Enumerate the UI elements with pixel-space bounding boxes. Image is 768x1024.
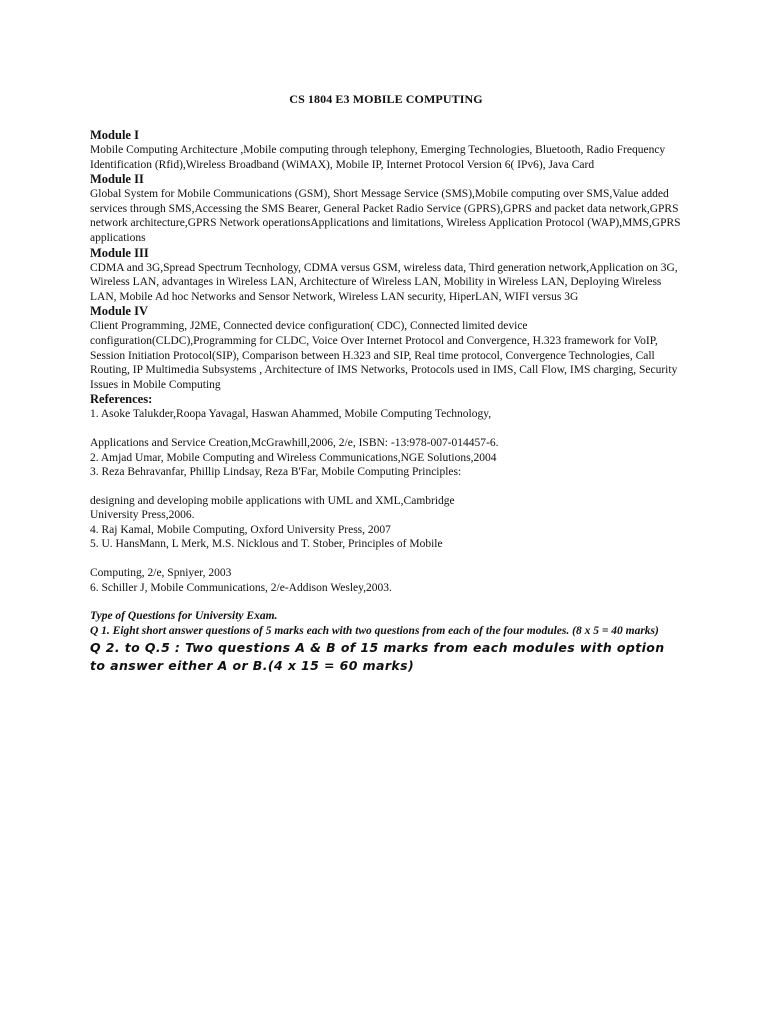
- exam-question-1: Q 1. Eight short answer questions of 5 marks each with two questions from each of the four modules. (8 x 5 = 40 marks): [90, 624, 659, 637]
- module-2: [90, 172, 682, 245]
- exam-pattern-section: [90, 609, 682, 675]
- reference-continuation: University Press,2006.: [90, 509, 195, 522]
- document-title: CS 1804 E3 MOBILE COMPUTING: [289, 92, 483, 106]
- module-1: [90, 128, 682, 172]
- exam-heading: Type of Questions for University Exam.: [90, 610, 278, 623]
- references-heading: References:: [90, 392, 153, 407]
- reference-item: 3. Reza Behravanfar, Phillip Lindsay, Reza B'Far, Mobile Computing Principles:: [90, 466, 462, 479]
- module-content: Client Programming, J2ME, Connected device configuration( CDC), Connected limited device configuration(CLDC),Programming for CLDC, Voice Over Internet Protocol and Convergence, H.323 framework for VoIP, Session Initiation Protocol(SIP), Comparison between H.323 and SIP, Real time protocol, Convergence Technologies, Call Routing, IP Multimedia Subsystems , Architecture of IMS Networks, Protocols used in IMS, Call Flow, IMS charging, Security Issues in Mobile Computing: [90, 320, 678, 391]
- reference-item: 1. Asoke Talukder,Roopa Yavagal, Haswan Ahammed, Mobile Computing Technology,: [90, 408, 492, 421]
- module-content: Global System for Mobile Communications (GSM), Short Message Service (SMS),Mobile computing over SMS,Value added services through SMS,Accessing the SMS Bearer, General Packet Radio Service (GPRS),GPRS and packet data network,GPRS network architecture,GPRS Network operationsApplications and limitations, Wireless Application Protocol (WAP),MMS,GPRS applications: [90, 188, 681, 244]
- reference-item: 2. Amjad Umar, Mobile Computing and Wireless Communications,NGE Solutions,2004: [90, 451, 497, 464]
- module-content: Mobile Computing Architecture ,Mobile computing through telephony, Emerging Technologies, Bluetooth, Radio Frequency Identification (Rfid),Wireless Broadband (WiMAX), Mobile IP, Internet Protocol Version 6( IPv6), Java Card: [90, 144, 666, 171]
- reference-item: 5. U. HansMann, L Merk, M.S. Nicklous and T. Stober, Principles of Mobile: [90, 538, 443, 551]
- module-heading: Module I: [90, 128, 139, 142]
- module-heading: Module IV: [90, 304, 148, 319]
- module-heading: Module III: [90, 245, 149, 260]
- module-heading: Module II: [90, 172, 144, 187]
- reference-continuation: designing and developing mobile applications with UML and XML,Cambridge: [90, 494, 455, 507]
- module-4: [90, 304, 682, 392]
- module-3: [90, 246, 682, 305]
- reference-item: 6. Schiller J, Mobile Communications, 2/e-Addison Wesley,2003.: [90, 581, 392, 594]
- syllabus-document: [90, 92, 682, 675]
- reference-item: 4. Raj Kamal, Mobile Computing, Oxford University Press, 2007: [90, 523, 391, 536]
- reference-continuation: Applications and Service Creation,McGrawhill,2006, 2/e, ISBN: -13:978-007-014457-6.: [90, 436, 499, 449]
- exam-question-2: Q 2. to Q.5 : Two questions A & B of 15 marks from each modules with option to answer either A or B.(4 x 15 = 60 marks): [90, 640, 665, 674]
- references-section: [90, 392, 682, 595]
- module-content: CDMA and 3G,Spread Spectrum Tecnhology, CDMA versus GSM, wireless data, Third generation network,Application on 3G, Wireless LAN, advantages in Wireless LAN, Architecture of Wireless LAN, Mobility in Wireless LAN, Deploying Wireless LAN, Mobile Ad hoc Networks and Sensor Network, Wireless LAN security, HiperLAN, WIFI versus 3G: [90, 261, 678, 303]
- reference-continuation: Computing, 2/e, Spniyer, 2003: [90, 567, 232, 580]
